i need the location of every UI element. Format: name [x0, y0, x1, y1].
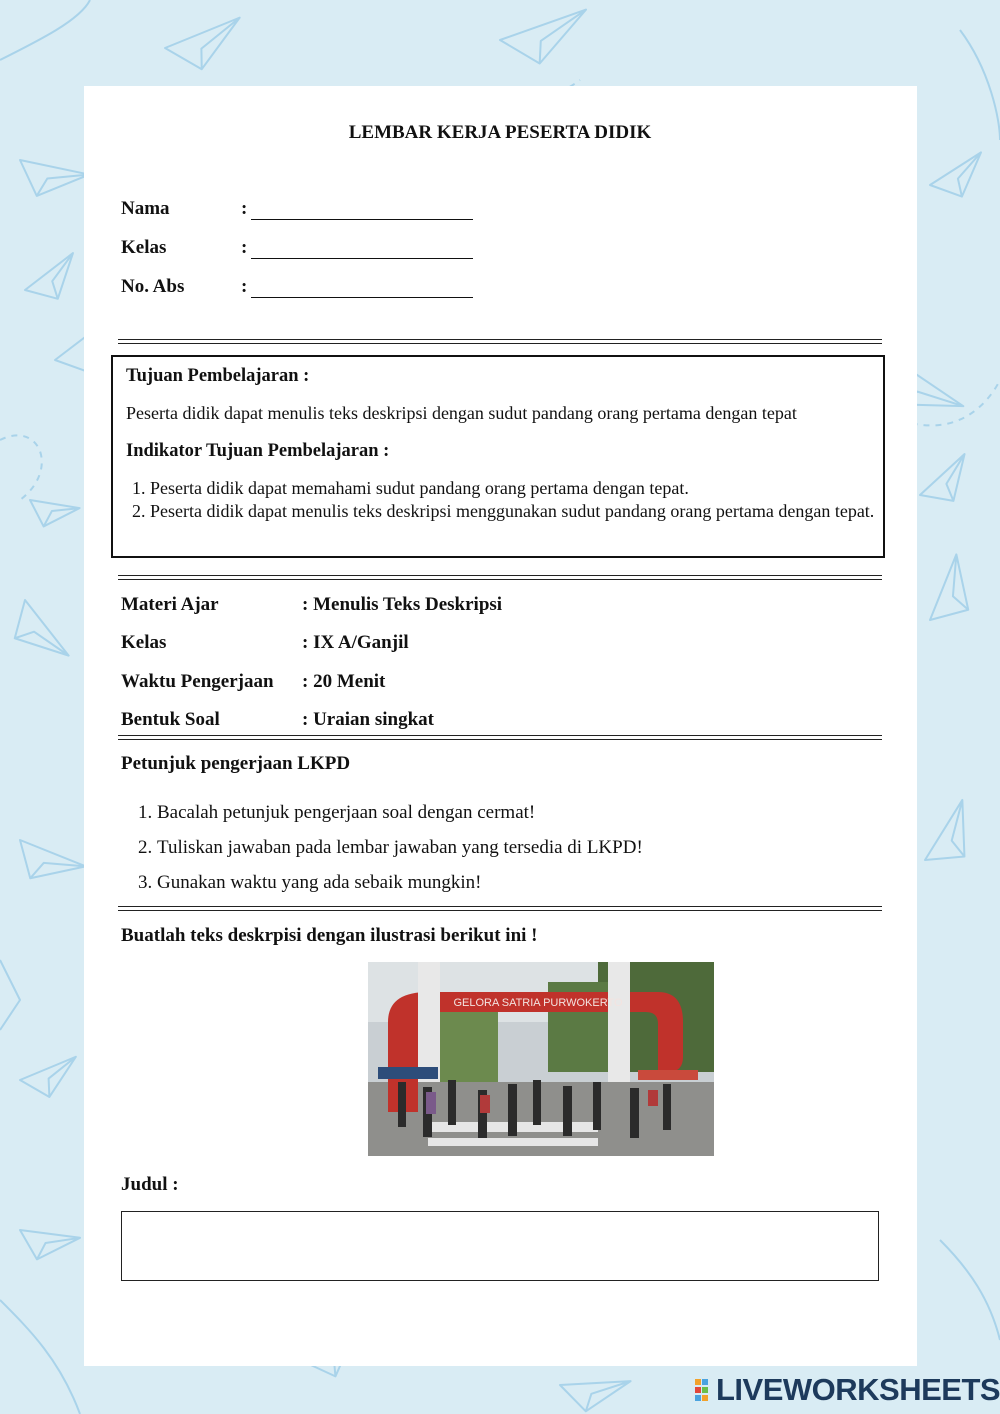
- paper-plane-icon: [915, 454, 983, 515]
- paper-plane-icon: [917, 800, 991, 878]
- answer-input[interactable]: [121, 1211, 879, 1281]
- page-title: LEMBAR KERJA PESERTA DIDIK: [348, 122, 652, 143]
- paper-plane-icon: [18, 1057, 84, 1103]
- meta-value: : 20 Menit: [302, 671, 386, 692]
- name-field[interactable]: [251, 200, 473, 220]
- divider: [118, 339, 882, 344]
- meta-row-time: [121, 671, 385, 693]
- paper-plane-icon: [24, 495, 79, 534]
- instructions-list: [132, 802, 643, 907]
- paper-plane-icon: [14, 1222, 80, 1268]
- answer-label: Judul :: [121, 1174, 179, 1195]
- stadium-gate-photo: [368, 962, 714, 1156]
- divider: [118, 575, 882, 580]
- paper-plane-icon: [21, 253, 89, 311]
- divider: [118, 906, 882, 911]
- instructions-heading: Petunjuk pengerjaan LKPD: [121, 753, 351, 774]
- photo-sign-text: GELORA SATRIA PURWOKERTO: [453, 997, 623, 1009]
- meta-value: : Uraian singkat: [302, 709, 434, 730]
- paper-plane-icon: [6, 831, 86, 899]
- identity-row-name: Nama :: [121, 198, 473, 220]
- divider: [118, 735, 882, 740]
- identity-row-number: No. Abs :: [121, 276, 473, 298]
- paper-plane-icon: [921, 554, 989, 634]
- identity-row-class: Kelas :: [121, 237, 473, 259]
- list-item: 1. Peserta didik dapat memahami sudut pandang orang pertama dengan tepat.: [150, 477, 897, 500]
- meta-row-type: [121, 709, 434, 731]
- number-field[interactable]: [251, 278, 473, 298]
- meta-value: : Menulis Teks Deskripsi: [302, 594, 503, 615]
- indicator-list: [126, 477, 897, 523]
- objectives-text: Peserta didik dapat menulis teks deskripsi dengan sudut pandang orang pertama dengan tepat: [126, 403, 797, 423]
- list-item: 2. Peserta didik dapat menulis teks deskripsi menggunakan sudut pandang orang pertama dengan tepat.: [150, 500, 897, 523]
- task-prompt: Buatlah teks deskrpisi dengan ilustrasi berikut ini !: [121, 925, 538, 946]
- meta-label: Materi Ajar: [121, 594, 219, 615]
- identity-label: Kelas: [121, 237, 167, 258]
- paper-plane-icon: [162, 18, 250, 77]
- liveworksheets-logo: [694, 1372, 1000, 1407]
- paper-plane-icon: [1, 595, 69, 675]
- list-item: 2. Tuliskan jawaban pada lembar jawaban yang tersedia di LKPD!: [157, 837, 643, 872]
- paper-plane-icon: [927, 152, 995, 206]
- paper-plane-icon: [558, 1375, 631, 1414]
- class-field[interactable]: [251, 239, 473, 259]
- list-item: 3. Gunakan waktu yang ada sebaik mungkin!: [157, 872, 643, 907]
- liveworksheets-logo-icon: [694, 1377, 716, 1403]
- objectives-box: [111, 355, 885, 558]
- identity-label: Nama: [121, 198, 170, 219]
- paper-plane-icon: [10, 151, 89, 211]
- identity-label: No. Abs: [121, 276, 185, 297]
- meta-value: : IX A/Ganjil: [302, 632, 409, 653]
- objectives-heading: Tujuan Pembelajaran :: [126, 366, 310, 386]
- list-item: 1. Bacalah petunjuk pengerjaan soal dengan cermat!: [157, 802, 643, 837]
- meta-row-material: [121, 594, 502, 616]
- meta-label: Kelas: [121, 632, 167, 653]
- paper-plane-icon: [497, 10, 593, 70]
- meta-label: Bentuk Soal: [121, 709, 220, 730]
- logo-text: LIVEWORKSHEETS: [716, 1372, 1000, 1407]
- meta-row-class: [121, 632, 409, 654]
- meta-label: Waktu Pengerjaan: [121, 671, 274, 692]
- indicator-heading: Indikator Tujuan Pembelajaran :: [126, 441, 390, 461]
